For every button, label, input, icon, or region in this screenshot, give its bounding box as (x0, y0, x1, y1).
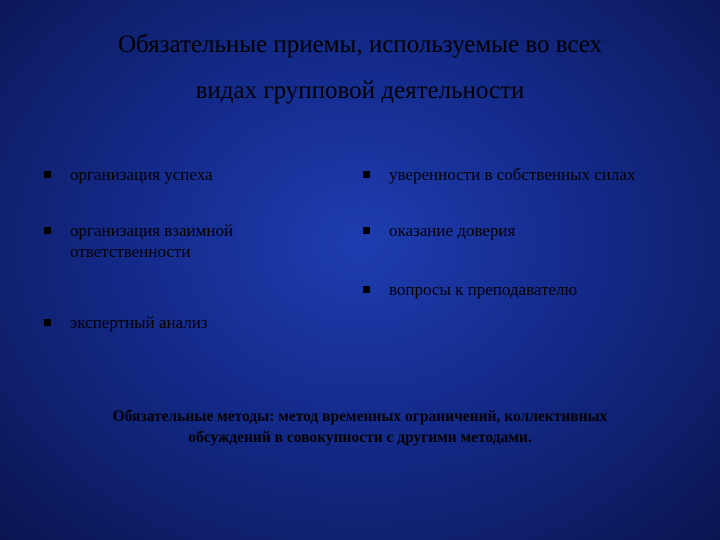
list-item-expert-analysis: экспертный анализ (70, 313, 208, 332)
list-item-self-confidence: уверенности в собственных силах (389, 165, 636, 184)
bullet-icon (44, 171, 51, 178)
slide-title (0, 22, 720, 114)
list-item-line-1: организация взаимной (70, 221, 234, 240)
title-line-1: Обязательные приемы, используемые во всех (117, 31, 603, 58)
bullet-icon (363, 171, 370, 178)
bullet-icon (44, 319, 51, 326)
bullet-icon (363, 227, 370, 234)
note-line-1: Обязательные методы: метод временных ограничений, коллективных (112, 408, 608, 425)
list-item-trust: оказание доверия (389, 221, 516, 240)
list-item-questions-to-teacher: вопросы к преподавателю (389, 280, 578, 299)
note-line-2: обсуждений в совокупности с другими методами. (188, 429, 532, 446)
list-item-mutual-responsibility (70, 220, 233, 262)
bullet-icon (363, 286, 370, 293)
list-item-line-2: ответственности (70, 242, 191, 261)
title-line-2: видах групповой деятельности (195, 77, 525, 104)
methods-note (40, 406, 680, 448)
bullet-icon (44, 227, 51, 234)
list-item-organization-success: организация успеха (70, 165, 213, 184)
